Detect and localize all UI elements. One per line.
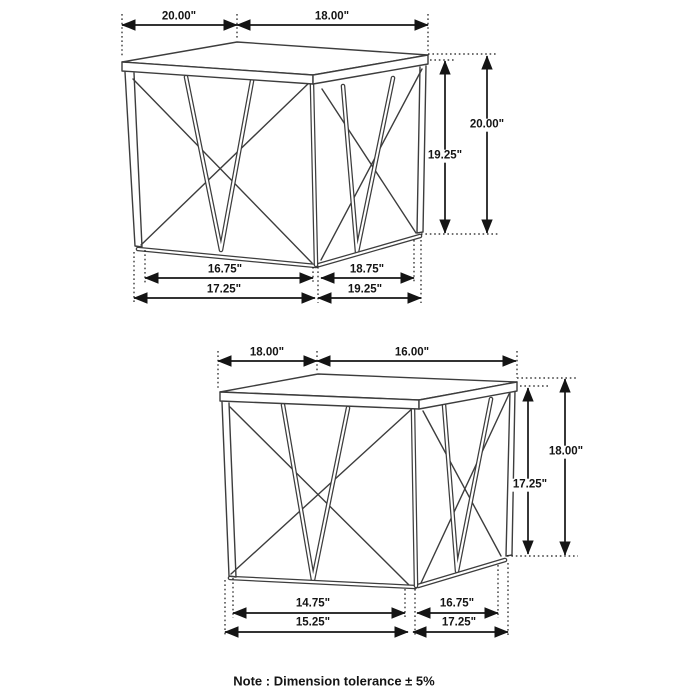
small-base-inner-left-label: 14.75"	[295, 597, 331, 610]
large-top-width-right-label: 18.00"	[314, 10, 350, 23]
small-table-drawing	[220, 374, 517, 587]
small-base-outer-right-label: 17.25"	[441, 616, 477, 629]
small-height-outer-label: 18.00"	[548, 445, 584, 458]
large-table-drawing	[122, 42, 428, 266]
large-top-width-left-label: 20.00"	[161, 10, 197, 23]
large-base-inner-right-label: 18.75"	[349, 263, 385, 276]
large-height-outer-label: 20.00"	[469, 118, 505, 131]
large-base-inner-left-label: 16.75"	[207, 263, 243, 276]
small-base-outer-left-label: 15.25"	[295, 616, 331, 629]
small-top-width-left-label: 18.00"	[249, 346, 285, 359]
large-height-inner-label: 19.25"	[427, 149, 463, 162]
small-top-width-right-label: 16.00"	[394, 346, 430, 359]
small-base-inner-right-label: 16.75"	[439, 597, 475, 610]
small-height-inner-label: 17.25"	[512, 478, 548, 491]
tolerance-note: Note : Dimension tolerance ± 5%	[233, 673, 435, 689]
large-base-outer-right-label: 19.25"	[347, 283, 383, 296]
large-base-outer-left-label: 17.25"	[206, 283, 242, 296]
